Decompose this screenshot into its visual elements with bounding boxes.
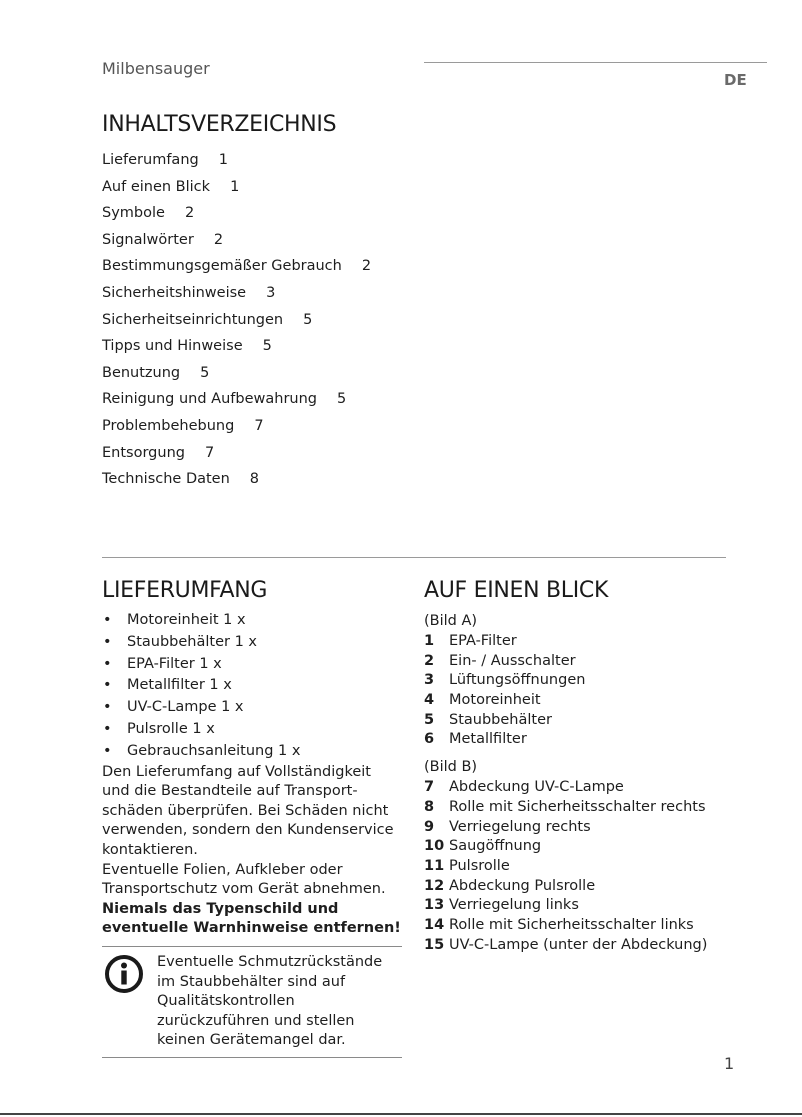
bild-a-label: (Bild A) <box>424 613 478 629</box>
part-label: Verriegelung links <box>449 897 579 914</box>
toc-entry-label: Sicherheitshinweise <box>102 284 247 301</box>
part-label: Abdeckung Pulsrolle <box>449 877 596 894</box>
part-item <box>424 730 754 750</box>
language-tag: DE <box>724 71 747 89</box>
part-number: 11 <box>424 857 445 874</box>
part-number: 15 <box>424 936 445 953</box>
part-number: 7 <box>424 779 435 796</box>
part-label: Lüftungsöffnungen <box>449 672 586 689</box>
toc-entry-label: Bestimmungsgemäßer Gebrauch <box>102 258 342 275</box>
part-number: 5 <box>424 711 435 728</box>
section-divider <box>102 557 726 558</box>
page-number: 1 <box>724 1054 735 1073</box>
toc-entry-label: Reinigung und Aufbewahrung <box>102 391 318 408</box>
part-item <box>424 798 754 818</box>
auf-einen-blick-heading: AUF EINEN BLICK <box>424 578 609 603</box>
part-label: Rolle mit Sicherheitsschalter links <box>449 916 694 933</box>
toc-entry <box>102 174 371 201</box>
part-number: 12 <box>424 877 445 894</box>
toc-entry <box>102 307 371 334</box>
part-number: 9 <box>424 818 435 835</box>
part-item <box>424 652 754 672</box>
lieferumfang-item: • Motoreinheit 1 x <box>102 610 402 632</box>
part-item <box>424 778 754 798</box>
part-item <box>424 896 754 916</box>
document-title: Milbensauger <box>102 59 210 78</box>
toc-heading: INHALTSVERZEICHNIS <box>102 112 337 137</box>
lieferumfang-item: • Staubbehälter 1 x <box>102 632 402 654</box>
part-number: 14 <box>424 916 445 933</box>
toc-entry-label: Lieferumfang <box>102 152 199 168</box>
toc-entry-page: 5 <box>262 338 272 355</box>
warning-paragraph <box>102 900 402 939</box>
part-label: Pulsrolle <box>449 857 510 874</box>
info-note <box>102 946 402 1058</box>
toc-entry <box>102 200 371 227</box>
toc-entry <box>102 386 371 413</box>
remove-foil-paragraph: Eventuelle Folien, Aufkleber oder Transportschutz vom Gerät abnehmen. <box>102 861 386 898</box>
part-item <box>424 877 754 897</box>
lieferumfang-item: • Pulsrolle 1 x <box>102 719 402 741</box>
part-number: 8 <box>424 798 435 815</box>
part-item <box>424 691 754 711</box>
header-divider <box>424 62 767 63</box>
toc-entry-page: 5 <box>303 311 313 328</box>
part-label: Motoreinheit <box>449 692 541 709</box>
toc-entry-page: 8 <box>249 471 260 488</box>
part-number: 4 <box>424 692 435 709</box>
toc-entry <box>102 280 371 307</box>
toc-entry <box>102 253 371 280</box>
part-number: 3 <box>424 672 435 689</box>
bild-b-label: (Bild B) <box>424 759 478 776</box>
bild-b-parts-list <box>424 778 754 955</box>
part-label: Verriegelung rechts <box>449 818 591 835</box>
toc-entry-page: 5 <box>337 391 347 408</box>
auf-einen-blick-section <box>424 576 754 955</box>
toc-entry <box>102 440 371 467</box>
part-item <box>424 936 754 956</box>
part-number: 10 <box>424 838 445 855</box>
toc-entry-page: 2 <box>184 205 195 222</box>
bild-a-parts-list <box>424 632 754 750</box>
part-label: Rolle mit Sicherheitsschalter rechts <box>449 798 706 815</box>
toc-entry <box>102 466 371 493</box>
lieferumfang-item: • UV-C-Lampe 1 x <box>102 697 402 719</box>
toc-entry-page: 1 <box>218 152 228 168</box>
toc-entry <box>102 413 371 440</box>
part-item <box>424 916 754 936</box>
toc-entry-page: 1 <box>230 178 240 195</box>
part-label: Saugöffnung <box>449 838 542 855</box>
part-number: 1 <box>424 633 435 649</box>
part-label: EPA-Filter <box>449 633 517 649</box>
part-item <box>424 632 754 652</box>
part-number: 2 <box>424 652 435 669</box>
part-label: Staubbehälter <box>449 711 552 728</box>
part-item <box>424 711 754 731</box>
toc-entry-label: Symbole <box>102 205 165 222</box>
toc-entry <box>102 333 371 360</box>
toc-entry-page: 7 <box>204 444 215 461</box>
part-number: 13 <box>424 897 445 914</box>
toc-entry-label: Benutzung <box>102 364 181 381</box>
toc-entry-page: 2 <box>213 231 224 248</box>
part-label: Metallfilter <box>449 731 527 748</box>
info-note-text: Eventuelle Schmutzrückstände im Staubbehälter sind auf Qualitätskontrollen zurückzuführen und stellen keinen Gerätemangel dar. <box>157 953 383 1049</box>
part-item <box>424 837 754 857</box>
toc-entry-page: 5 <box>200 364 210 381</box>
toc-entry-label: Signalwörter <box>102 231 194 248</box>
info-icon <box>104 954 144 994</box>
lieferumfang-list <box>102 610 402 763</box>
part-item <box>424 671 754 691</box>
lieferumfang-item: • Gebrauchsanleitung 1 x <box>102 741 402 763</box>
toc-entry <box>102 227 371 254</box>
toc-entry-label: Technische Daten <box>102 471 230 488</box>
toc-entry-label: Sicherheitseinrichtungen <box>102 311 284 328</box>
lieferumfang-item: • EPA-Filter 1 x <box>102 654 402 676</box>
toc-entry-label: Entsorgung <box>102 444 185 461</box>
lieferumfang-heading: LIEFERUMFANG <box>102 578 268 603</box>
page-bottom-edge <box>0 1113 802 1115</box>
part-item <box>424 818 754 838</box>
part-number: 6 <box>424 731 435 748</box>
table-of-contents <box>102 147 371 493</box>
toc-entry <box>102 360 371 387</box>
toc-entry <box>102 147 371 174</box>
lieferumfang-section <box>102 576 402 1058</box>
toc-entry-page: 3 <box>266 284 276 301</box>
check-paragraph: Den Lieferumfang auf Vollständigkeit und die Bestandteile auf Transportschäden überprüfen. Bei Schäden nicht verwenden, sondern den Kundenservice kontaktieren. <box>102 763 394 858</box>
toc-entry-page: 7 <box>254 417 264 434</box>
toc-entry-label: Problembehebung <box>102 417 235 434</box>
toc-entry-label: Tipps und Hinweise <box>102 338 243 355</box>
lieferumfang-item: • Metallfilter 1 x <box>102 675 402 697</box>
warning-text: Niemals das Typenschild und eventuelle Warnhinweise entfernen! <box>102 900 401 937</box>
toc-entry-label: Auf einen Blick <box>102 178 211 195</box>
part-label: Ein- / Ausschalter <box>449 652 576 669</box>
part-label: Abdeckung UV-C-Lampe <box>449 779 624 796</box>
toc-entry-page: 2 <box>361 258 372 275</box>
part-label: UV-C-Lampe (unter der Abdeckung) <box>449 936 708 953</box>
part-item <box>424 857 754 877</box>
